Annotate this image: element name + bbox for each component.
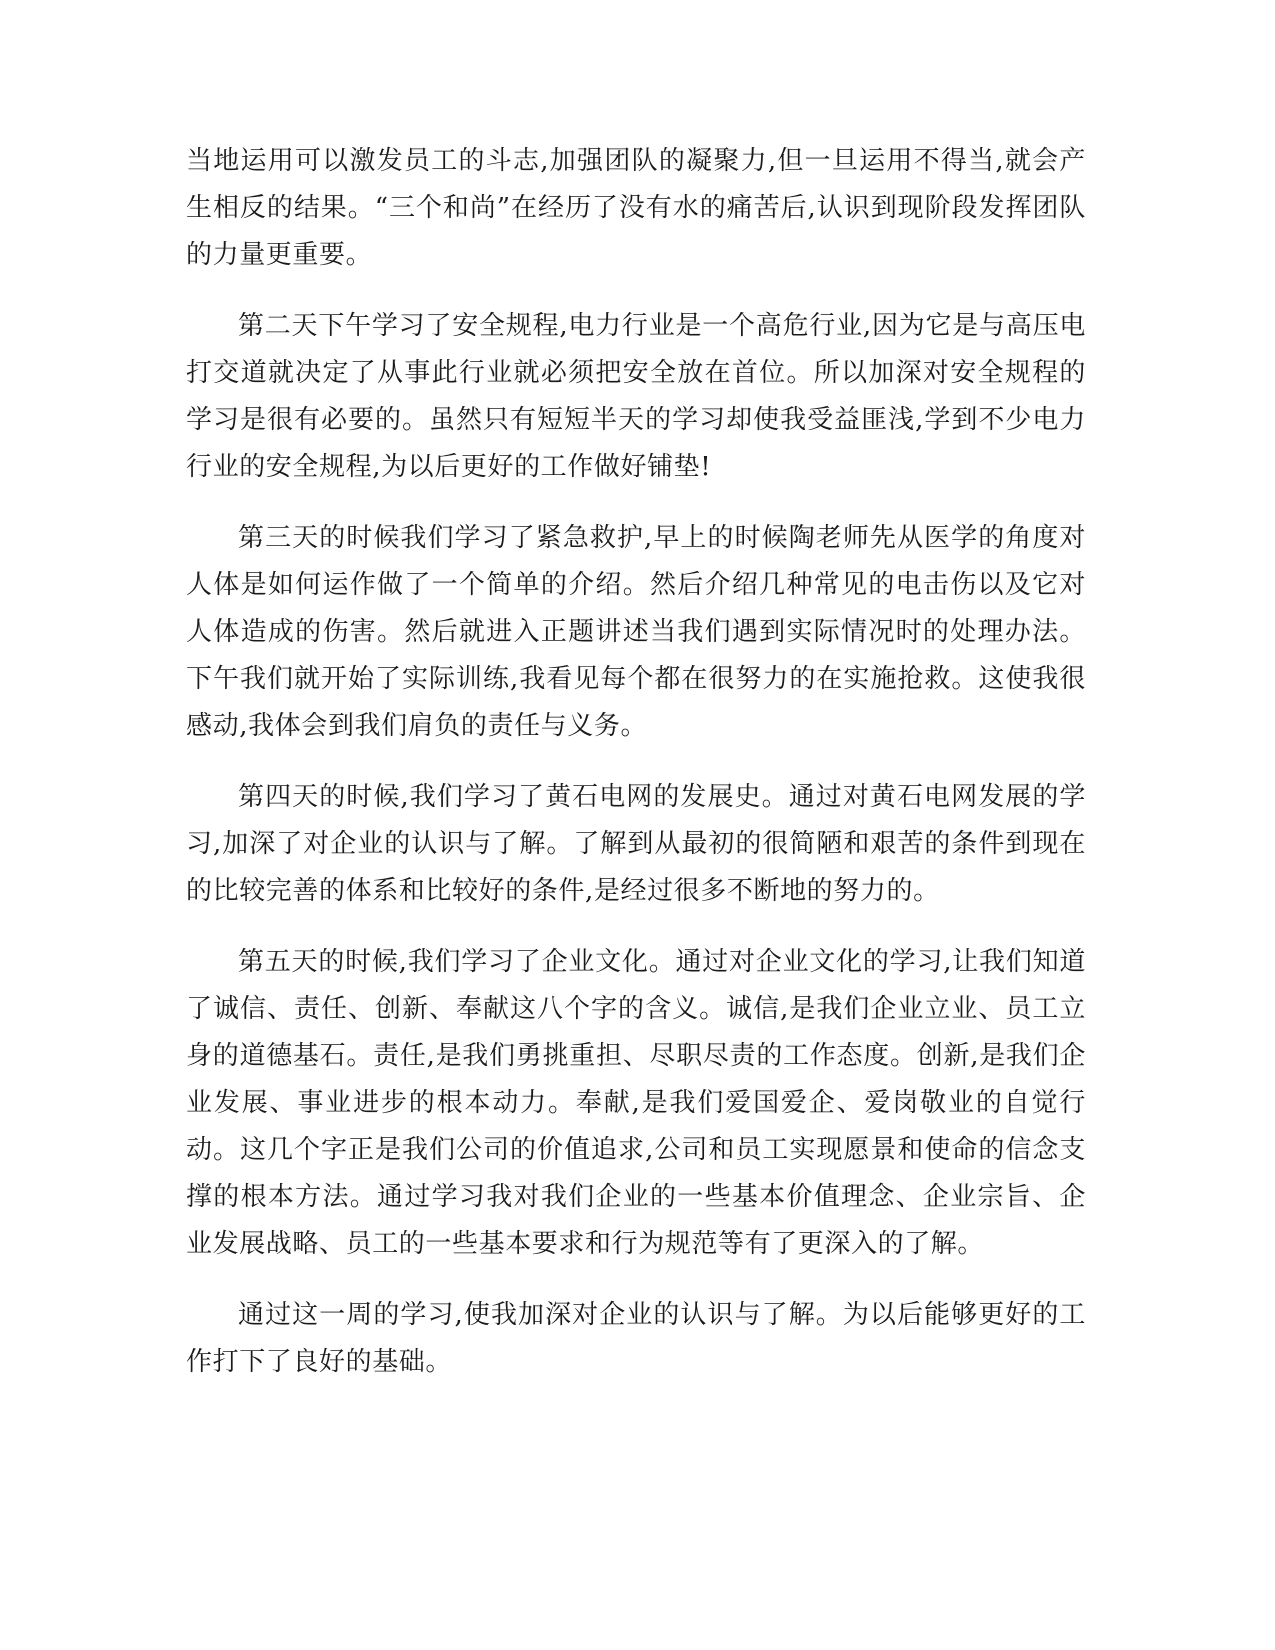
paragraph-day-three-first-aid: 第三天的时候我们学习了紧急救护,早上的时候陶老师先从医学的角度对人体是如何运作做了一个简单的介绍。然后介绍几种常见的电击伤以及它对人体造成的伤害。然后就进入正题讲述当我们遇到实际情况时的处理办法。下午我们就开始了实际训练,我看见每个都在很努力的在实施抢救。这使我很感动,我体会到我们肩负的责任与义务。 — [186, 523, 1086, 741]
paragraph-day-four-history: 第四天的时候,我们学习了黄石电网的发展史。通过对黄石电网发展的学习,加深了对企业的认识与了解。了解到从最初的很简陋和艰苦的条件到现在的比较完善的体系和比较好的条件,是经过很多不断地的努力的。 — [186, 782, 1086, 906]
paragraph-day-two-safety: 第二天下午学习了安全规程,电力行业是一个高危行业,因为它是与高压电打交道就决定了从事此行业就必须把安全放在首位。所以加深对安全规程的学习是很有必要的。虽然只有短短半天的学习却使我受益匪浅,学到不少电力行业的安全规程,为以后更好的工作做好铺垫! — [186, 311, 1086, 482]
paragraph-week-summary: 通过这一周的学习,使我加深对企业的认识与了解。为以后能够更好的工作打下了良好的基础。 — [186, 1300, 1086, 1377]
paragraph-day-five-culture: 第五天的时候,我们学习了企业文化。通过对企业文化的学习,让我们知道了诚信、责任、创新、奉献这八个字的含义。诚信,是我们企业立业、员工立身的道德基石。责任,是我们勇挑重担、尽职尽责的工作态度。创新,是我们企业发展、事业进步的根本动力。奉献,是我们爱国爱企、爱岗敬业的自觉行动。这几个字正是我们公司的价值追求,公司和员工实现愿景和使命的信念支撑的根本方法。通过学习我对我们企业的一些基本价值理念、企业宗旨、企业发展战略、员工的一些基本要求和行为规范等有了更深入的了解。 — [186, 947, 1086, 1259]
paragraph-team-conclusion: 当地运用可以激发员工的斗志,加强团队的凝聚力,但一旦运用不得当,就会产生相反的结果。“三个和尚”在经历了没有水的痛苦后,认识到现阶段发挥团队的力量更重要。 — [186, 146, 1086, 270]
document-body — [186, 138, 1086, 1410]
